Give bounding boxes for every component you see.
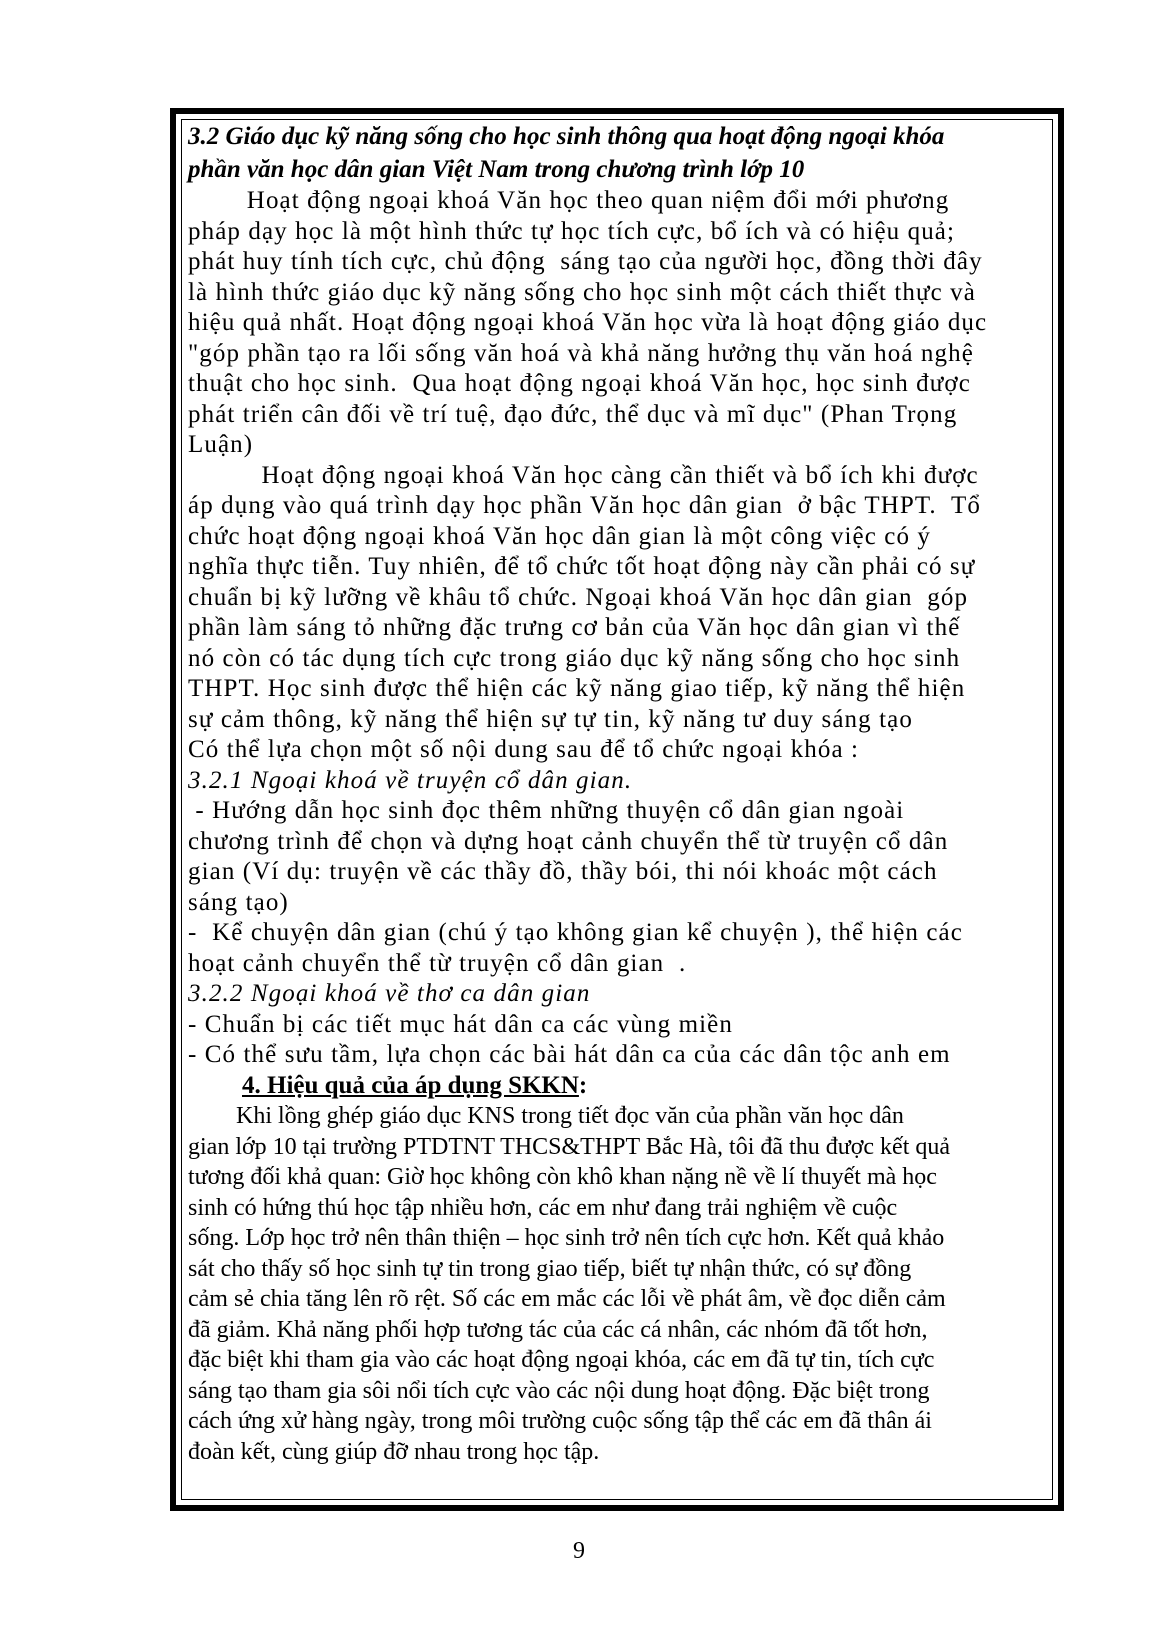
text-line: gian lớp 10 tại trường PTDTNT THCS&THPT Bắc Hà, tôi đã thu được kết quả: [188, 1133, 951, 1160]
text-line: sáng tạo tham gia sôi nổi tích cực vào các nội dung hoạt động. Đặc biệt trong: [188, 1377, 930, 1404]
document-body: [188, 120, 1050, 1467]
text-line: đã giảm. Khả năng phối hợp tương tác của các cá nhân, các nhóm đã tốt hơn,: [188, 1316, 928, 1343]
text-line: phần làm sáng tỏ những đặc trưng cơ bản của Văn học dân gian vì thế: [188, 614, 961, 641]
heading-4-title: 4. Hiệu quả của áp dụng SKKN: [242, 1071, 579, 1099]
text-line: "góp phần tạo ra lối sống văn hoá và khả năng hưởng thụ văn hoá nghệ: [188, 339, 974, 367]
text-line: nghĩa thực tiễn. Tuy nhiên, để tổ chức tốt hoạt động này cần phải có sự: [188, 553, 976, 580]
text-line: sinh có hứng thú học tập nhiều hơn, các em như đang trải nghiệm về cuộc: [188, 1194, 898, 1221]
heading-line: phần văn học dân gian Việt Nam trong chương trình lớp 10: [188, 156, 805, 183]
text-line: thuật cho học sinh. Qua hoạt động ngoại khoá Văn học, học sinh được: [188, 370, 971, 397]
text-line: chương trình để chọn và dựng hoạt cảnh chuyển thể từ truyện cổ dân: [188, 827, 949, 855]
text-line: chuẩn bị kỹ lưỡng về khâu tổ chức. Ngoại khoá Văn học dân gian góp: [188, 583, 969, 611]
text-line: Có thể lựa chọn một số nội dung sau để tổ chức ngoại khóa :: [188, 736, 860, 763]
text-line: Khi lồng ghép giáo dục KNS trong tiết đọc văn của phần văn học dân: [188, 1103, 904, 1129]
heading-4-colon: :: [578, 1071, 588, 1099]
paragraph-1: [188, 186, 1050, 461]
text-line: phát triển cân đối về trí tuệ, đạo đức, thể dục và mĩ dục" (Phan Trọng: [188, 400, 958, 428]
list-3-2-2: [188, 1010, 1050, 1071]
section-heading-3-2: [188, 120, 1050, 186]
text-line: sáng tạo): [188, 888, 289, 916]
paragraph-2: [188, 461, 1050, 766]
text-line: áp dụng vào quá trình dạy học phần Văn học dân gian ở bậc THPT. Tổ: [188, 492, 981, 519]
text-line: sống. Lớp học trở nên thân thiện – học sinh trở nên tích cực hơn. Kết quả khảo: [188, 1225, 945, 1251]
page-number: 9: [573, 1538, 585, 1564]
text-line: sát cho thấy số học sinh tự tin trong giao tiếp, biết tự nhận thức, có sự đồng: [188, 1255, 912, 1282]
text-line: Hoạt động ngoại khoá Văn học càng cần thiết và bổ ích khi được: [188, 461, 979, 489]
text-line: cảm sẻ chia tăng lên rõ rệt. Số các em mắc các lỗi về phát âm, về đọc diễn cảm: [188, 1286, 946, 1312]
text-line: Hoạt động ngoại khoá Văn học theo quan niệm đổi mới phương: [188, 187, 950, 214]
subheading-3-2-2: 3.2.2 Ngoại khoá về thơ ca dân gian: [188, 980, 591, 1007]
section-heading-4: [188, 1071, 1050, 1102]
text-line: Luận): [188, 431, 254, 458]
text-line: tương đối khả quan: Giờ học không còn khô khan nặng nề về lí thuyết mà học: [188, 1164, 937, 1190]
text-line: nó còn có tác dụng tích cực trong giáo dục kỹ năng sống cho học sinh: [188, 644, 961, 672]
text-line: phát huy tính tích cực, chủ động sáng tạo của người học, đồng thời đây: [188, 248, 983, 275]
text-line: - Hướng dẫn học sinh đọc thêm những thuyện cổ dân gian ngoài: [188, 797, 905, 824]
text-line: THPT. Học sinh được thể hiện các kỹ năng giao tiếp, kỹ năng thể hiện: [188, 675, 966, 702]
text-line: hoạt cảnh chuyển thể từ truyện cổ dân gian .: [188, 949, 687, 977]
text-line: cách ứng xử hàng ngày, trong môi trường cuộc sống tập thể các em đã thân ái: [188, 1408, 932, 1434]
paragraph-4: [188, 1101, 1050, 1467]
text-line: đoàn kết, cùng giúp đỡ nhau trong học tập.: [188, 1438, 600, 1465]
text-line: hiệu quả nhất. Hoạt động ngoại khoá Văn học vừa là hoạt động giáo dục: [188, 309, 988, 336]
text-line: là hình thức giáo dục kỹ năng sống cho học sinh một cách thiết thực và: [188, 278, 976, 306]
text-line: chức hoạt động ngoại khoá Văn học dân gian là một công việc có ý: [188, 522, 932, 550]
text-line: - Có thể sưu tầm, lựa chọn các bài hát dân ca của các dân tộc anh em: [188, 1041, 951, 1068]
subheading-3-2-1: 3.2.1 Ngoại khoá về truyện cổ dân gian.: [188, 766, 633, 794]
text-line: sự cảm thông, kỹ năng thể hiện sự tự tin, kỹ năng tư duy sáng tạo: [188, 705, 913, 733]
text-line: - Kể chuyện dân gian (chú ý tạo không gian kể chuyện ), thể hiện các: [188, 919, 963, 946]
text-line: đặc biệt khi tham gia vào các hoạt động ngoại khóa, các em đã tự tin, tích cực: [188, 1347, 935, 1373]
text-line: gian (Ví dụ: truyện về các thầy đồ, thầy bói, thi nói khoác một cách: [188, 858, 938, 885]
heading-line: 3.2 Giáo dục kỹ năng sống cho học sinh thông qua hoạt động ngoại khóa: [188, 123, 945, 150]
text-line: pháp dạy học là một hình thức tự học tích cực, bổ ích và có hiệu quả;: [188, 217, 956, 245]
text-line: - Chuẩn bị các tiết mục hát dân ca các vùng miền: [188, 1010, 733, 1038]
list-3-2-1: [188, 796, 1050, 979]
